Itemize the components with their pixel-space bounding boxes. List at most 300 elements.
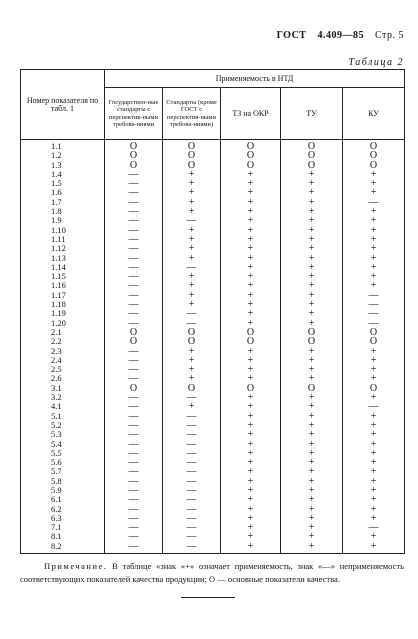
value-cell: + (163, 170, 221, 179)
value-cell: O (343, 384, 405, 393)
table-row (21, 532, 405, 541)
value-cell: — (105, 393, 163, 402)
value-cell: O (105, 384, 163, 393)
value-cell: — (163, 319, 221, 328)
table-row (21, 235, 405, 244)
row-index-cell: 1.13 (21, 254, 105, 263)
row-index-cell: 1.15 (21, 272, 105, 281)
table-row (21, 412, 405, 421)
value-cell: — (105, 486, 163, 495)
value-cell: + (221, 486, 281, 495)
value-cell: + (281, 449, 343, 458)
value-cell: + (343, 505, 405, 514)
value-cell: + (163, 254, 221, 263)
value-cell: + (343, 393, 405, 402)
value-cell: + (281, 495, 343, 504)
value-cell: + (221, 226, 281, 235)
column-header-ku: КУ (343, 88, 405, 140)
value-cell: + (343, 226, 405, 235)
row-index-cell: 5.8 (21, 477, 105, 486)
value-cell: — (105, 412, 163, 421)
table-row (21, 393, 405, 402)
row-index-cell: 1.5 (21, 179, 105, 188)
table-caption: Таблица 2 (348, 57, 404, 68)
value-cell: — (105, 365, 163, 374)
row-index-cell: 1.1 (21, 140, 105, 152)
value-cell: O (221, 151, 281, 160)
value-cell: + (281, 430, 343, 439)
value-cell: + (281, 291, 343, 300)
table-row (21, 170, 405, 179)
table-row (21, 477, 405, 486)
table-row (21, 402, 405, 411)
value-cell: + (281, 356, 343, 365)
value-cell: + (221, 440, 281, 449)
value-cell: + (343, 421, 405, 430)
value-cell: + (221, 402, 281, 411)
row-index-cell: 2.3 (21, 347, 105, 356)
value-cell: + (221, 458, 281, 467)
value-cell: + (281, 374, 343, 383)
value-cell: — (105, 207, 163, 216)
table-row (21, 384, 405, 393)
value-cell: + (281, 412, 343, 421)
value-cell: — (163, 412, 221, 421)
table-row (21, 216, 405, 225)
row-index-cell: 2.4 (21, 356, 105, 365)
value-cell: — (105, 188, 163, 197)
row-index-cell: 1.6 (21, 188, 105, 197)
value-cell: — (105, 291, 163, 300)
table-row (21, 449, 405, 458)
value-cell: — (343, 309, 405, 318)
value-cell: + (221, 254, 281, 263)
value-cell: + (221, 263, 281, 272)
value-cell: — (163, 514, 221, 523)
value-cell: — (163, 421, 221, 430)
value-cell: — (105, 505, 163, 514)
value-cell: + (343, 216, 405, 225)
table-row (21, 542, 405, 554)
value-cell: O (163, 384, 221, 393)
value-cell: O (163, 328, 221, 337)
row-index-cell: 5.3 (21, 430, 105, 439)
table-row (21, 356, 405, 365)
table-row (21, 254, 405, 263)
row-index-cell: 1.7 (21, 198, 105, 207)
column-header-state: Государствен-ные стандарты с перспектив-ными требова-ниями (105, 88, 163, 140)
value-cell: + (221, 374, 281, 383)
value-cell: O (281, 161, 343, 170)
value-cell: — (105, 430, 163, 439)
value-cell: O (281, 384, 343, 393)
value-cell: + (221, 198, 281, 207)
value-cell: + (343, 532, 405, 541)
value-cell: + (281, 281, 343, 290)
row-index-cell: 1.14 (21, 263, 105, 272)
value-cell: + (163, 207, 221, 216)
value-cell: + (281, 477, 343, 486)
value-cell: + (163, 235, 221, 244)
value-cell: — (105, 235, 163, 244)
row-index-cell: 1.17 (21, 291, 105, 300)
column-header-tu: ТУ (281, 88, 343, 140)
value-cell: — (105, 440, 163, 449)
value-cell: + (163, 281, 221, 290)
applicability-table (20, 69, 405, 554)
value-cell: — (163, 309, 221, 318)
value-cell: + (281, 393, 343, 402)
value-cell: + (221, 514, 281, 523)
value-cell: + (281, 188, 343, 197)
row-index-cell: 6.2 (21, 505, 105, 514)
value-cell: O (105, 328, 163, 337)
value-cell: — (163, 542, 221, 554)
value-cell: — (163, 449, 221, 458)
table-row (21, 161, 405, 170)
value-cell: — (163, 523, 221, 532)
note-text: В таблице «знак «+» означает применяемость, знак «—» неприменяемость соответствующих показателей качества продукции; О — основные показатели качества. (20, 561, 405, 584)
value-cell: + (281, 216, 343, 225)
value-cell: + (343, 179, 405, 188)
value-cell: + (343, 272, 405, 281)
value-cell: — (163, 532, 221, 541)
value-cell: O (281, 140, 343, 152)
value-cell: + (163, 347, 221, 356)
row-index-cell: 3.1 (21, 384, 105, 393)
table-row (21, 495, 405, 504)
value-cell: + (163, 272, 221, 281)
value-cell: + (281, 486, 343, 495)
value-cell: + (281, 235, 343, 244)
value-cell: + (281, 365, 343, 374)
value-cell: O (105, 161, 163, 170)
value-cell: — (105, 421, 163, 430)
value-cell: + (281, 226, 343, 235)
value-cell: — (163, 440, 221, 449)
value-cell: — (105, 467, 163, 476)
value-cell: + (221, 188, 281, 197)
table-row (21, 179, 405, 188)
value-cell: O (343, 151, 405, 160)
row-index-cell: 2.5 (21, 365, 105, 374)
value-cell: + (281, 402, 343, 411)
value-cell: — (343, 523, 405, 532)
value-cell: + (281, 272, 343, 281)
table-row (21, 281, 405, 290)
row-index-cell: 1.4 (21, 170, 105, 179)
value-cell: O (163, 151, 221, 160)
value-cell: + (221, 319, 281, 328)
value-cell: + (221, 542, 281, 554)
value-cell: O (221, 337, 281, 346)
value-cell: + (343, 235, 405, 244)
value-cell: + (343, 412, 405, 421)
value-cell: — (105, 458, 163, 467)
table-row (21, 347, 405, 356)
value-cell: + (221, 477, 281, 486)
row-index-cell: 1.9 (21, 216, 105, 225)
value-cell: — (105, 319, 163, 328)
row-index-cell: 1.10 (21, 226, 105, 235)
value-cell: + (163, 179, 221, 188)
value-cell: — (105, 514, 163, 523)
value-cell: — (163, 477, 221, 486)
row-index-cell: 3.2 (21, 393, 105, 402)
column-header-index: Номер показателя по табл. 1 (21, 70, 105, 140)
table-row (21, 188, 405, 197)
value-cell: — (163, 505, 221, 514)
value-cell: + (221, 467, 281, 476)
column-header-tz: ТЗ на ОКР (221, 88, 281, 140)
value-cell: — (105, 374, 163, 383)
value-cell: + (221, 300, 281, 309)
value-cell: — (105, 179, 163, 188)
table-body (21, 140, 405, 554)
value-cell: + (281, 532, 343, 541)
value-cell: O (343, 140, 405, 152)
value-cell: + (343, 486, 405, 495)
column-header-standards: Стандарты (кроме ГОСТ с перспектив-ными требова-ниями) (163, 88, 221, 140)
value-cell: O (163, 161, 221, 170)
value-cell: — (105, 281, 163, 290)
value-cell: — (105, 402, 163, 411)
value-cell: + (281, 505, 343, 514)
table-row (21, 514, 405, 523)
table-row (21, 140, 405, 152)
value-cell: + (343, 467, 405, 476)
value-cell: + (281, 254, 343, 263)
value-cell: + (343, 477, 405, 486)
value-cell: + (221, 235, 281, 244)
table-row (21, 467, 405, 476)
value-cell: O (105, 337, 163, 346)
value-cell: + (343, 207, 405, 216)
row-index-cell: 4.1 (21, 402, 105, 411)
row-index-cell: 1.11 (21, 235, 105, 244)
value-cell: — (105, 272, 163, 281)
row-index-cell: 2.2 (21, 337, 105, 346)
row-index-cell: 6.1 (21, 495, 105, 504)
value-cell: + (343, 244, 405, 253)
table-row (21, 263, 405, 272)
value-cell: + (343, 542, 405, 554)
value-cell: + (281, 523, 343, 532)
value-cell: O (163, 140, 221, 152)
value-cell: — (105, 477, 163, 486)
row-index-cell: 1.8 (21, 207, 105, 216)
value-cell: — (343, 300, 405, 309)
value-cell: — (343, 402, 405, 411)
value-cell: — (105, 356, 163, 365)
value-cell: + (163, 291, 221, 300)
row-index-cell: 5.4 (21, 440, 105, 449)
table-row (21, 523, 405, 532)
value-cell: + (221, 532, 281, 541)
table-row (21, 440, 405, 449)
value-cell: — (163, 467, 221, 476)
value-cell: + (343, 347, 405, 356)
value-cell: + (221, 495, 281, 504)
value-cell: + (343, 281, 405, 290)
value-cell: O (221, 161, 281, 170)
value-cell: O (163, 337, 221, 346)
value-cell: — (105, 309, 163, 318)
value-cell: + (163, 244, 221, 253)
value-cell: + (343, 374, 405, 383)
value-cell: + (343, 449, 405, 458)
value-cell: + (281, 263, 343, 272)
table-row (21, 319, 405, 328)
value-cell: + (221, 272, 281, 281)
table-row (21, 291, 405, 300)
value-cell: — (163, 216, 221, 225)
table-note (20, 560, 404, 586)
value-cell: + (163, 365, 221, 374)
header-gost: ГОСТ (276, 30, 307, 41)
table-row (21, 505, 405, 514)
value-cell: — (163, 393, 221, 402)
value-cell: + (343, 188, 405, 197)
value-cell: + (281, 207, 343, 216)
value-cell: + (343, 458, 405, 467)
value-cell: O (343, 161, 405, 170)
row-index-cell: 8.2 (21, 542, 105, 554)
value-cell: — (163, 458, 221, 467)
value-cell: — (343, 319, 405, 328)
value-cell: + (281, 244, 343, 253)
value-cell: + (281, 458, 343, 467)
value-cell: + (281, 319, 343, 328)
value-cell: + (221, 430, 281, 439)
value-cell: + (343, 254, 405, 263)
value-cell: + (343, 263, 405, 272)
row-index-cell: 5.5 (21, 449, 105, 458)
value-cell: + (343, 514, 405, 523)
value-cell: O (105, 140, 163, 152)
value-cell: + (221, 207, 281, 216)
value-cell: — (343, 198, 405, 207)
value-cell: + (163, 402, 221, 411)
column-header-group: Применяемость в НТД (105, 70, 405, 88)
value-cell: — (105, 300, 163, 309)
row-index-cell: 8.1 (21, 532, 105, 541)
row-index-cell: 2.1 (21, 328, 105, 337)
row-index-cell: 1.16 (21, 281, 105, 290)
table-row (21, 198, 405, 207)
value-cell: + (343, 365, 405, 374)
value-cell: — (163, 263, 221, 272)
row-index-cell: 5.6 (21, 458, 105, 467)
value-cell: + (221, 523, 281, 532)
value-cell: + (221, 505, 281, 514)
value-cell: — (105, 542, 163, 554)
value-cell: — (105, 532, 163, 541)
footer-divider (181, 597, 235, 598)
value-cell: + (221, 356, 281, 365)
value-cell: + (221, 291, 281, 300)
value-cell: — (105, 347, 163, 356)
value-cell: — (163, 495, 221, 504)
table-row (21, 328, 405, 337)
value-cell: + (281, 198, 343, 207)
value-cell: O (281, 337, 343, 346)
value-cell: + (281, 179, 343, 188)
value-cell: O (281, 328, 343, 337)
table-row (21, 309, 405, 318)
value-cell: + (281, 347, 343, 356)
value-cell: + (163, 226, 221, 235)
table-row (21, 272, 405, 281)
table-row (21, 151, 405, 160)
value-cell: — (105, 254, 163, 263)
table-row (21, 421, 405, 430)
value-cell: + (281, 170, 343, 179)
value-cell: + (221, 309, 281, 318)
value-cell: O (281, 151, 343, 160)
value-cell: — (105, 263, 163, 272)
table-row (21, 486, 405, 495)
table-row (21, 207, 405, 216)
value-cell: — (105, 495, 163, 504)
row-index-cell: 1.19 (21, 309, 105, 318)
value-cell: + (163, 374, 221, 383)
row-index-cell: 5.2 (21, 421, 105, 430)
table-row (21, 365, 405, 374)
page-header (277, 30, 404, 41)
value-cell: + (163, 198, 221, 207)
value-cell: — (163, 430, 221, 439)
value-cell: + (281, 421, 343, 430)
value-cell: + (281, 300, 343, 309)
header-page: Стр. 5 (374, 30, 404, 41)
value-cell: + (221, 281, 281, 290)
table-row (21, 226, 405, 235)
value-cell: — (105, 170, 163, 179)
value-cell: — (105, 523, 163, 532)
note-lead: Примечание. (44, 561, 108, 571)
value-cell: + (343, 170, 405, 179)
value-cell: O (343, 337, 405, 346)
row-index-cell: 1.3 (21, 161, 105, 170)
row-index-cell: 5.7 (21, 467, 105, 476)
value-cell: — (105, 449, 163, 458)
row-index-cell: 1.12 (21, 244, 105, 253)
value-cell: + (221, 170, 281, 179)
value-cell: O (221, 384, 281, 393)
value-cell: — (105, 244, 163, 253)
value-cell: + (281, 440, 343, 449)
table-row (21, 374, 405, 383)
row-index-cell: 1.20 (21, 319, 105, 328)
value-cell: + (281, 542, 343, 554)
value-cell: + (221, 421, 281, 430)
header-number: 4.409—85 (317, 30, 364, 41)
value-cell: + (163, 300, 221, 309)
value-cell: — (343, 291, 405, 300)
value-cell: + (281, 514, 343, 523)
value-cell: + (343, 495, 405, 504)
value-cell: O (343, 328, 405, 337)
value-cell: + (221, 365, 281, 374)
value-cell: + (221, 393, 281, 402)
table-row (21, 430, 405, 439)
row-index-cell: 1.2 (21, 151, 105, 160)
row-index-cell: 5.1 (21, 412, 105, 421)
value-cell: + (281, 467, 343, 476)
value-cell: + (221, 179, 281, 188)
value-cell: — (163, 486, 221, 495)
